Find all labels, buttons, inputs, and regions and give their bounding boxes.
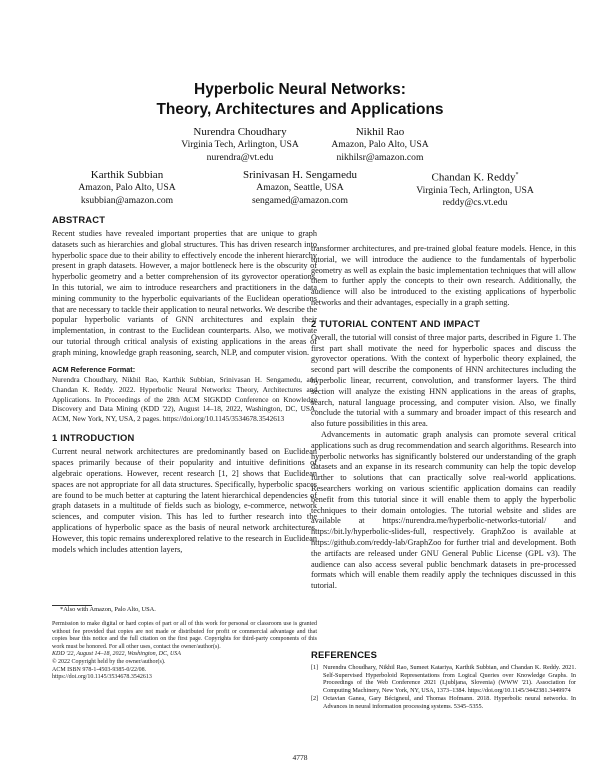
references — [311, 649, 576, 712]
author-name: Nurendra Choudhary — [193, 126, 287, 138]
author-email: sengamed@amazon.com — [252, 194, 348, 206]
right-column — [311, 244, 576, 592]
author-name: Nikhil Rao — [355, 126, 405, 138]
abstract-text: Recent studies have revealed important properties that are unique to graph datasets such as hierarchies and global structures. This has driven research into hyperbolic space due to their ability to effectively encode the inherent hierarchy present in graph datasets. However, a major bottleneck here is the obscurity of hyperbolic geometry and a better comprehension of its gyrovector operations. In this tutorial, we aim to introduce researchers and practitioners in the data mining community to the hyperbolic equivariants of the Euclidean operations that are necessary to tackle their application to neural networks. We describe the popular hyperbolic variants of GNN architectures and explain their implementation, in contrast to the Euclidean counterparts. Also, we motivate our tutorial through critical analysis of existing applications in the areas of graph mining, knowledge graph reasoning, search, NLP, and computer vision. — [52, 229, 317, 357]
references-heading: REFERENCES — [311, 649, 378, 660]
reference-item — [311, 664, 576, 694]
reference-item — [311, 695, 576, 710]
author-footnote-mark: * — [515, 172, 519, 178]
conference-info: KDD '22, August 14–18, 2022, Washington, DC, USA — [52, 651, 181, 658]
isbn-line: ACM ISBN 978-1-4503-9385-0/22/08. — [52, 666, 147, 673]
author-name: Karthik Subbian — [90, 169, 164, 181]
doi-link[interactable]: https://doi.org/10.1145/3534678.3542613 — [52, 674, 152, 681]
author-email: nurendra@vt.edu — [206, 151, 274, 163]
author-email: reddy@cs.vt.edu — [442, 197, 508, 209]
reference-text: Nurendra Choudhary, Nikhil Rao, Sumeet Katariya, Karthik Subbian, and Chandan K. Reddy. 2021. Self-Supervised Hyperboloid Representations from Logical Queries over Knowledge Graphs. In Proceedings of the Web Conference 2021 (Ljubljana, Slovenia) (WWW '21). Association for Computing Machinery, New York, NY, USA, 1373–1384. https://doi.org/10.1145/3442381.3449974 — [323, 664, 576, 694]
section2-paragraph-2: Advancements in automatic graph analysis can promote several critical applications such as drug recommendation and search algorithms. Research into hyperbolic networks has significantly bolstered our understanding of the graph datasets and an expanse in its research community can help the topic develop further to solutions that can practically solve real-world applications. Researchers working on various scientific application domains can readily benefit from this tutorial since it will enable them to apply the hyperbolic techniques to their domain ontologies. The tutorial website and slides are available at https://nurendra.me/hyperbolic-networks-tutorial/ and https://bit.ly/hyperbolic-slides-full, respectively. GraphZoo is available at https://github.com/reddy-lab/GraphZoo for further trial and development. Both the artifacts are released under GNU General Public License (GPL v3). The audience can also access several public benchmark datasets in pre-processed formats which will enable them readily apply the techniques discussed in this tutorial. — [311, 429, 576, 591]
title-line-1: Hyperbolic Neural Networks: — [194, 81, 406, 98]
author-block-1 — [160, 126, 320, 164]
author-affiliation: Virginia Tech, Arlington, USA — [181, 139, 299, 150]
author-email: nikhilsr@amazon.com — [336, 151, 424, 163]
author-affiliation: Amazon, Palo Alto, USA — [331, 139, 429, 150]
page-number: 4778 — [292, 753, 308, 762]
copyright-line: © 2022 Copyright held by the owner/author(s). — [52, 658, 166, 665]
left-column — [52, 214, 317, 555]
permission-text: Permission to make digital or hard copies of part or all of this work for personal or classroom use is granted without fee provided that copies are not made or distributed for profit or commercial advantage and that copies bear this notice and the full citation on the first page. Copyrights for third-party components of this work must be honored. For all other uses, contact the owner/author(s). — [52, 621, 317, 650]
author-name: Chandan K. Reddy — [431, 171, 516, 184]
author-affiliation: Amazon, Palo Alto, USA — [78, 182, 176, 193]
reference-number: [1] — [311, 664, 319, 671]
author-name-row — [395, 169, 555, 185]
author-block-3 — [52, 169, 202, 207]
paper-title — [0, 80, 600, 120]
author-affiliation: Virginia Tech, Arlington, USA — [416, 184, 534, 196]
section2-heading: 2 TUTORIAL CONTENT AND IMPACT — [311, 317, 480, 329]
author-affiliation: Amazon, Seattle, USA — [256, 182, 344, 193]
section2-paragraph-1: Overall, the tutorial will consist of three major parts, described in Figure 1. The first part shall motivate the need for hyperbolic spaces and discuss the gyrovector operations. With the context of hyperbolic theory explained, the second part will describe the components of HNN architectures including the hyperbolic linear, recurrent, convolution, and transformer layers. The third section will analyze the existing HNN applications in the areas of graphs, search, natural language processing, and computer vision. Also, we finally conclude the tutorial with a summary and broader impact of this research and also future possibilities in this area. — [311, 332, 576, 429]
reference-number: [2] — [311, 695, 319, 703]
reference-text: Octavian Ganea, Gary Bécigneul, and Thomas Hofmann. 2018. Hyperbolic neural networks. In Advances in neural information processing systems. 5345–5355. — [323, 695, 576, 710]
author-block-2 — [300, 126, 460, 164]
author-block-4 — [220, 169, 380, 207]
intro-heading: 1 INTRODUCTION — [52, 432, 135, 444]
abstract-heading: ABSTRACT — [52, 214, 106, 225]
author-name: Srinivasan H. Sengamedu — [243, 169, 357, 181]
author-block-5 — [395, 169, 555, 210]
intro-text: Current neural network architectures are predominantly based on Euclidean spaces primarily because of their popularity and intuitive definitions of algebraic operations. However, recent research [1, 2] shows that Euclidean spaces are not appropriate for all data structures. Specifically, hyperbolic spaces are found to be much better at capturing the latent hierarchical dependencies of graph datasets in a multitude of fields such as biology, e-commerce, network sciences, and computer vision. This has led to further research into the applications of hyperbolic space as the basis of neural network architectures. However, this topic remains underexplored relative to the research in Euclidean models which includes attention layers, — [52, 447, 317, 554]
acm-reference-text: Nurendra Choudhary, Nikhil Rao, Karthik Subbian, Srinivasan H. Sengamedu, and Chandan K. Reddy. 2022. Hyperbolic Neural Networks: Theory, Architectures and Applications. In Proceedings of the 28th ACM SIGKDD Conference on Knowledge Discovery and Data Mining (KDD '22), August 14–18, 2022, Washington, DC, USA. ACM, New York, NY, USA, 2 pages. https://doi.org/10.1145/3534678.3542613 — [52, 375, 317, 423]
intro-continued-text: transformer architectures, and pre-trained global feature models. Hence, in this tutorial, we will introduce the audience to the fundamentals of hyperbolic geometry as well as explain the basic implementation techniques that will allow them to further apply the concepts to their own research. Additionally, the audience will also be introduced to the existing applications of hyperbolic networks and their advantages, especially in a graph setting. — [311, 244, 576, 307]
acm-reference-heading: ACM Reference Format: — [52, 364, 136, 374]
author-email: ksubbian@amazon.com — [80, 194, 174, 206]
footnote: *Also with Amazon, Palo Alto, USA. — [60, 606, 156, 613]
permission-block — [52, 621, 317, 682]
title-line-2: Theory, Architectures and Applications — [156, 101, 444, 118]
